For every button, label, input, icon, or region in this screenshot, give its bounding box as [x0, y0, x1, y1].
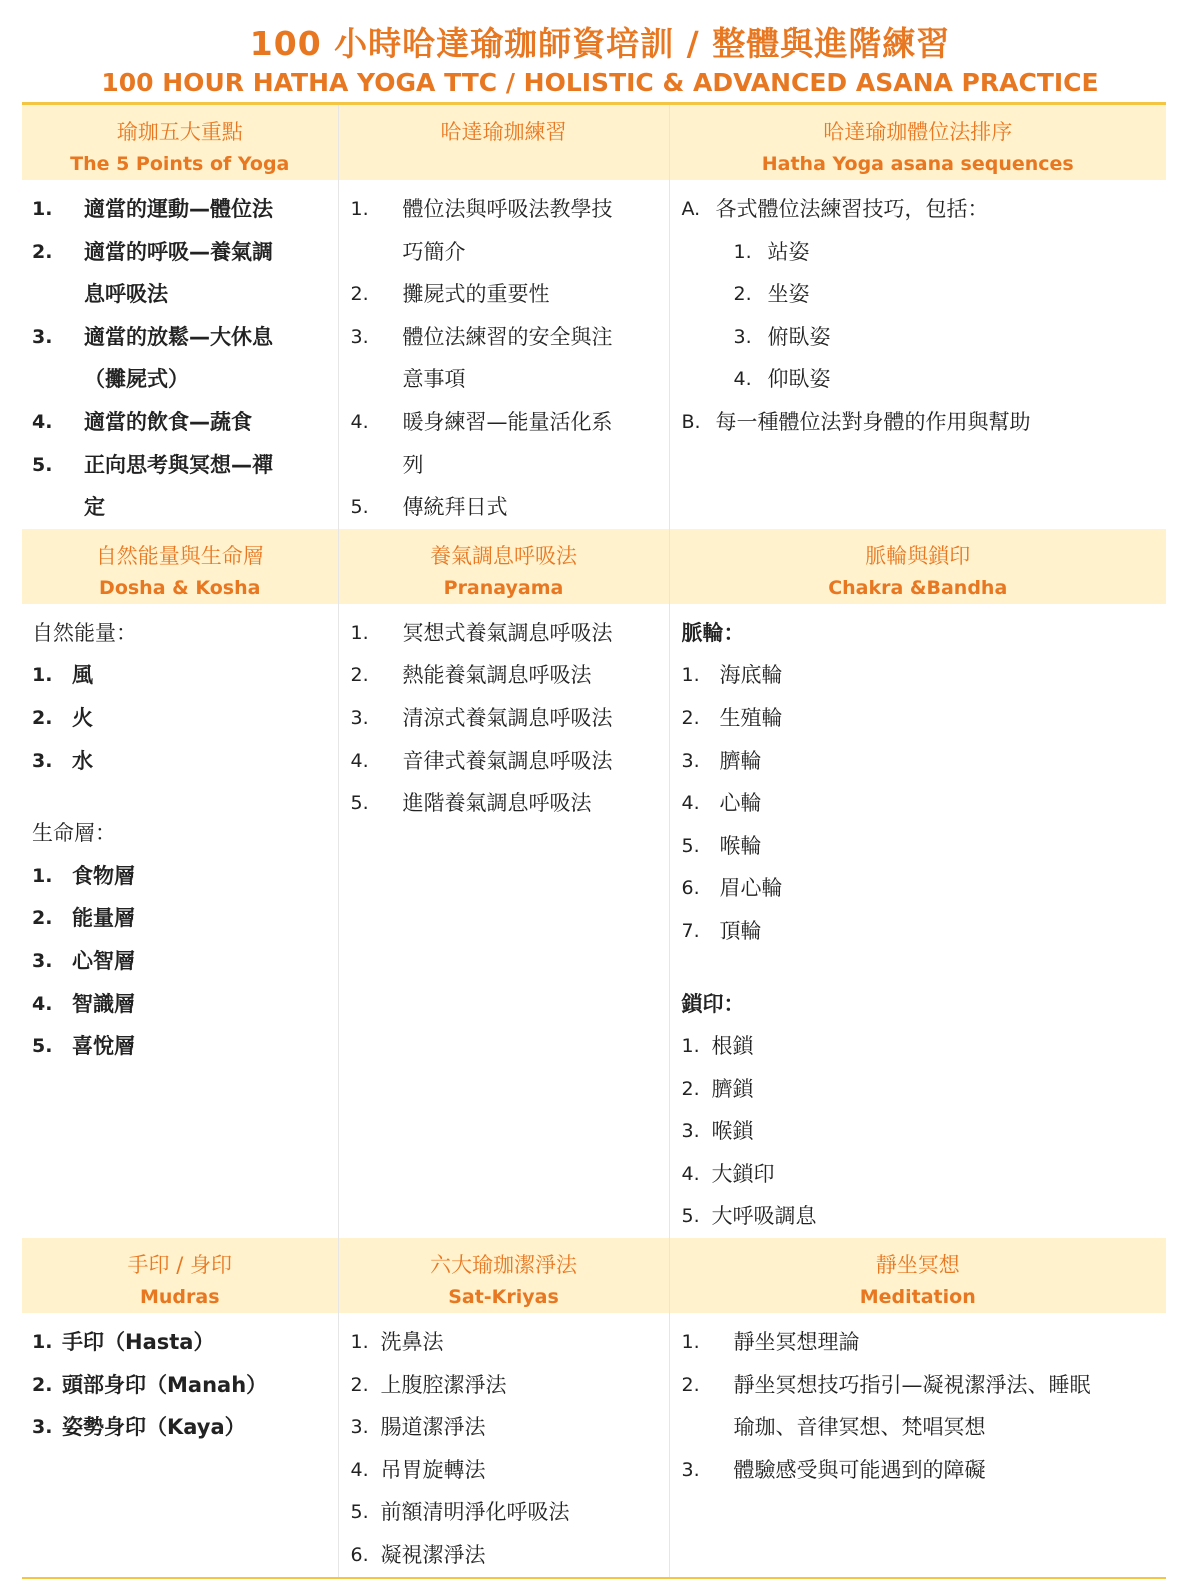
list-text: 眉心輪 [719, 876, 783, 901]
page-title-zh: 100 小時哈達瑜珈師資培訓 / 整體與進階練習 [249, 24, 951, 63]
list-item [670, 1321, 1167, 1364]
list-item [339, 654, 669, 697]
list-item [339, 401, 669, 444]
list-item [670, 188, 1167, 231]
list-item [339, 1491, 669, 1534]
list-text: 熱能養氣調息呼吸法 [402, 663, 592, 688]
section-body [338, 1313, 669, 1578]
syllabus-table [22, 102, 1166, 1579]
list-text: 洗鼻法 [380, 1330, 444, 1355]
list-heading: 生命層： [32, 821, 116, 846]
list-text: 傳統拜日式 [402, 495, 508, 520]
section-header [338, 1238, 669, 1313]
list-text: 頭部身印（Manah） [62, 1372, 268, 1397]
list-number: 2. [681, 706, 700, 729]
list-number: 4. [681, 792, 700, 815]
list-item [670, 1153, 1167, 1196]
list-item [670, 316, 1167, 359]
list-item [339, 697, 669, 740]
list-number: 3. [32, 749, 53, 772]
spacer [22, 782, 338, 812]
list-number: 4. [32, 410, 53, 433]
list-text: 暖身練習—能量活化系 [402, 409, 613, 434]
list-number: 5. [350, 1501, 369, 1524]
list-item [22, 231, 338, 274]
list-item [670, 231, 1167, 274]
list-item [339, 231, 669, 274]
list-text: 風 [72, 663, 93, 688]
list-text: 靜坐冥想技巧指引—凝視潔淨法、睡眠 [733, 1372, 1091, 1397]
list [339, 1313, 669, 1577]
list-text: 喉輪 [719, 833, 762, 858]
list-text: 凝視潔淨法 [380, 1543, 486, 1568]
list-text: 姿勢身印（Kaya） [62, 1415, 246, 1440]
list-number: B. [681, 410, 701, 433]
list-text: 站姿 [767, 239, 810, 264]
section-body [22, 604, 338, 1238]
list-text: 適當的運動—體位法 [84, 197, 273, 221]
list-text: 進階養氣調息呼吸法 [402, 791, 592, 816]
section-header [22, 529, 338, 604]
list-number: 4. [350, 410, 369, 433]
list-number: 2. [350, 283, 369, 306]
section-header-row [22, 529, 1166, 604]
section-title-en: Meditation [859, 1286, 976, 1309]
section-body [669, 180, 1166, 529]
list-item [339, 1406, 669, 1449]
list-item [670, 1110, 1167, 1153]
list-item [22, 316, 338, 359]
section-title-zh: 哈達瑜珈體位法排序 [823, 120, 1013, 144]
section-header [22, 104, 338, 181]
page-title-en: 100 HOUR HATHA YOGA TTC / HOLISTIC & ADVANCED ASANA PRACTICE [101, 68, 1099, 97]
list-item [670, 1406, 1167, 1449]
list-number: 6. [681, 877, 700, 900]
section-header [669, 529, 1166, 604]
list-item [339, 1534, 669, 1577]
list [22, 1313, 338, 1449]
section-title-en: Hatha Yoga asana sequences [761, 153, 1074, 175]
list-item [670, 1195, 1167, 1238]
list-text: 心智層 [72, 948, 135, 973]
section-title-en: Pranayama [443, 576, 564, 599]
list-number: 1. [681, 664, 700, 687]
list-item [22, 1025, 338, 1068]
list-item [22, 983, 338, 1026]
list-item [670, 1068, 1167, 1111]
list-number: 1. [350, 621, 369, 644]
list-number: 3. [32, 1416, 53, 1439]
section-body-row [22, 180, 1166, 529]
list-text: 腸道潔淨法 [380, 1415, 486, 1440]
list-text: 體位法練習的安全與注 [402, 324, 613, 349]
section-title-zh: 養氣調息呼吸法 [430, 543, 577, 568]
list-heading: 自然能量： [32, 620, 137, 645]
list-text: 生殖輪 [719, 705, 783, 730]
list-item [22, 401, 338, 444]
list-item [670, 1025, 1167, 1068]
list-item [22, 897, 338, 940]
list-number: 1. [681, 1331, 700, 1354]
list-number: 3. [350, 325, 369, 348]
list-text: 大鎖印 [711, 1161, 775, 1186]
list-number: 6. [350, 1544, 369, 1567]
list [22, 180, 338, 529]
list-number: 2. [681, 1373, 700, 1396]
list-text: 意事項 [402, 367, 466, 392]
section-title-zh: 靜坐冥想 [875, 1253, 960, 1278]
list-item [670, 867, 1167, 910]
list-number: 1. [32, 198, 53, 220]
list-number: 2. [350, 1373, 369, 1396]
section-title-en: Mudras [139, 1286, 220, 1309]
list-item [22, 940, 338, 983]
list [339, 180, 669, 529]
list-text: 音律式養氣調息呼吸法 [402, 748, 613, 773]
list-item [22, 273, 338, 316]
list-text: 手印（Hasta） [62, 1330, 215, 1355]
section-body-row [22, 1313, 1166, 1578]
list-text: 靜坐冥想理論 [733, 1330, 860, 1355]
list-number: 1. [350, 1331, 369, 1354]
section-header [669, 1238, 1166, 1313]
list-number: 1. [32, 664, 53, 687]
section-title-zh: 自然能量與生命層 [95, 543, 264, 568]
list-number: 5. [350, 792, 369, 815]
list-number: 3. [350, 1416, 369, 1439]
list-text: 頂輪 [719, 918, 762, 943]
list [22, 604, 338, 1068]
section-title-zh: 哈達瑜珈練習 [440, 120, 567, 144]
list-text: 喉鎖 [711, 1119, 754, 1144]
list-number: 3. [32, 325, 53, 348]
list-number: 4. [681, 1162, 700, 1185]
list-item [670, 358, 1167, 401]
list-text: 俯臥姿 [767, 324, 831, 349]
list-item [22, 486, 338, 529]
list-text: 吊胃旋轉法 [380, 1457, 486, 1482]
list-item [670, 825, 1167, 868]
list-number: 1. [32, 1331, 53, 1354]
list-text: （攤屍式） [84, 367, 189, 392]
list-text: 根鎖 [711, 1034, 754, 1059]
section-header [338, 529, 669, 604]
list-text: 前額清明淨化呼吸法 [380, 1500, 570, 1525]
section-body-row [22, 604, 1166, 1238]
list [670, 604, 1167, 1238]
list-number: 2. [32, 706, 53, 729]
list-number: 5. [32, 453, 53, 476]
list-text: 臍輪 [719, 748, 762, 773]
list-item [339, 612, 669, 655]
list-heading: 鎖印： [681, 991, 745, 1016]
list-text: 食物層 [72, 863, 135, 888]
list-number: 4. [350, 749, 369, 772]
list-item [22, 654, 338, 697]
list-text: 心輪 [719, 791, 762, 816]
list-text: 能量層 [72, 906, 135, 931]
section-title-en [339, 149, 669, 179]
list-number: 3. [350, 706, 369, 729]
list [670, 1313, 1167, 1491]
list-item [339, 1364, 669, 1407]
list-item [22, 697, 338, 740]
list-item [22, 740, 338, 783]
list-item [670, 401, 1167, 444]
list-number: 2. [681, 1077, 700, 1100]
list-number: 2. [32, 240, 53, 263]
list-item [339, 358, 669, 401]
list-text: 定 [84, 495, 105, 520]
list-text: 適當的放鬆—大休息 [84, 324, 273, 349]
list-text: 智識層 [72, 991, 135, 1016]
list [339, 604, 669, 825]
section-title-zh: 手印 / 身印 [127, 1253, 232, 1278]
list-text: 體驗感受與可能遇到的障礙 [733, 1457, 986, 1482]
list-text: 冥想式養氣調息呼吸法 [402, 620, 613, 645]
section-body [669, 1313, 1166, 1578]
list-text: 瑜珈、音律冥想、梵唱冥想 [733, 1415, 986, 1440]
list-text: 臍鎖 [711, 1076, 754, 1101]
list-text: 上腹腔潔淨法 [380, 1372, 507, 1397]
list-text: 清涼式養氣調息呼吸法 [402, 705, 613, 730]
list-text: 適當的呼吸—養氣調 [84, 239, 273, 264]
section-title-en: Chakra &Bandha [828, 576, 1008, 599]
list-number: 3. [681, 749, 700, 772]
list-number: A. [681, 198, 701, 220]
list-number: 3. [681, 1458, 700, 1481]
list-item [339, 1321, 669, 1364]
section-header [669, 104, 1166, 181]
list [670, 180, 1167, 444]
list-item [670, 273, 1167, 316]
section-header [338, 104, 669, 181]
list-number: 3. [733, 325, 752, 348]
spacer [670, 953, 1167, 983]
list-item [339, 740, 669, 783]
list-item [339, 444, 669, 487]
list-text: 巧簡介 [402, 239, 466, 264]
section-header [22, 1238, 338, 1313]
list-number: 2. [32, 907, 53, 930]
section-body [338, 604, 669, 1238]
list-number: 4. [733, 368, 752, 391]
section-header-row [22, 1238, 1166, 1313]
list-item [22, 855, 338, 898]
list-item [22, 358, 338, 401]
list-item [670, 697, 1167, 740]
list-item [670, 1364, 1167, 1407]
section-title-en: Dosha & Kosha [99, 576, 261, 599]
list-heading: 脈輪： [681, 620, 745, 645]
list-number: 1. [350, 198, 369, 220]
list-item [339, 1449, 669, 1492]
list-text: 體位法與呼吸法教學技 [402, 197, 613, 221]
list-item [22, 1321, 338, 1364]
list-number: 7. [681, 919, 700, 942]
list-number: 1. [681, 1035, 700, 1058]
list-number: 5. [350, 496, 369, 519]
list-item [339, 316, 669, 359]
list-item [339, 273, 669, 316]
list-text: 攤屍式的重要性 [402, 282, 550, 307]
list-item [670, 740, 1167, 783]
section-title-zh: 六大瑜珈潔淨法 [430, 1253, 577, 1278]
list-number: 3. [32, 949, 53, 972]
list-number: 5. [681, 1205, 700, 1228]
list-number: 4. [350, 1458, 369, 1481]
list-number: 1. [32, 864, 53, 887]
list-item [670, 654, 1167, 697]
list-item [22, 1406, 338, 1449]
section-title-en: Sat-Kriyas [448, 1286, 559, 1309]
list-number: 2. [32, 1373, 53, 1396]
list-number: 2. [733, 283, 752, 306]
section-body [22, 180, 338, 529]
list-item [670, 782, 1167, 825]
list-number: 5. [32, 1035, 53, 1058]
section-body [338, 180, 669, 529]
list-text: 適當的飲食—蔬食 [84, 409, 252, 434]
list-text: 水 [72, 748, 93, 773]
list-item [339, 486, 669, 529]
list-number: 5. [681, 834, 700, 857]
section-header-row [22, 104, 1166, 181]
list-text: 仰臥姿 [767, 367, 831, 392]
section-title-zh: 脈輪與鎖印 [865, 543, 971, 568]
list-item [670, 910, 1167, 953]
list-item [22, 444, 338, 487]
list-text: 坐姿 [767, 282, 810, 307]
list-number: 4. [32, 992, 53, 1015]
list-text: 每一種體位法對身體的作用與幫助 [715, 409, 1031, 434]
list-text: 各式體位法練習技巧，包括： [715, 197, 989, 221]
list-text: 喜悅層 [72, 1034, 135, 1059]
list-number: 3. [681, 1120, 700, 1143]
list-text: 列 [402, 452, 424, 477]
list-item [22, 188, 338, 231]
section-body [22, 1313, 338, 1578]
list-text: 大呼吸調息 [711, 1204, 817, 1229]
list-item [339, 188, 669, 231]
section-body [669, 604, 1166, 1238]
list-item [22, 1364, 338, 1407]
list-text: 海底輪 [719, 663, 783, 688]
list-item [339, 782, 669, 825]
list-text: 正向思考與冥想—禪 [84, 452, 273, 477]
list-text: 息呼吸法 [84, 282, 168, 307]
list-number: 1. [733, 240, 752, 263]
list-text: 火 [72, 705, 93, 730]
list-item [670, 1449, 1167, 1492]
section-title-en: The 5 Points of Yoga [70, 153, 290, 175]
list-number: 2. [350, 664, 369, 687]
section-title-zh: 瑜珈五大重點 [116, 120, 243, 144]
